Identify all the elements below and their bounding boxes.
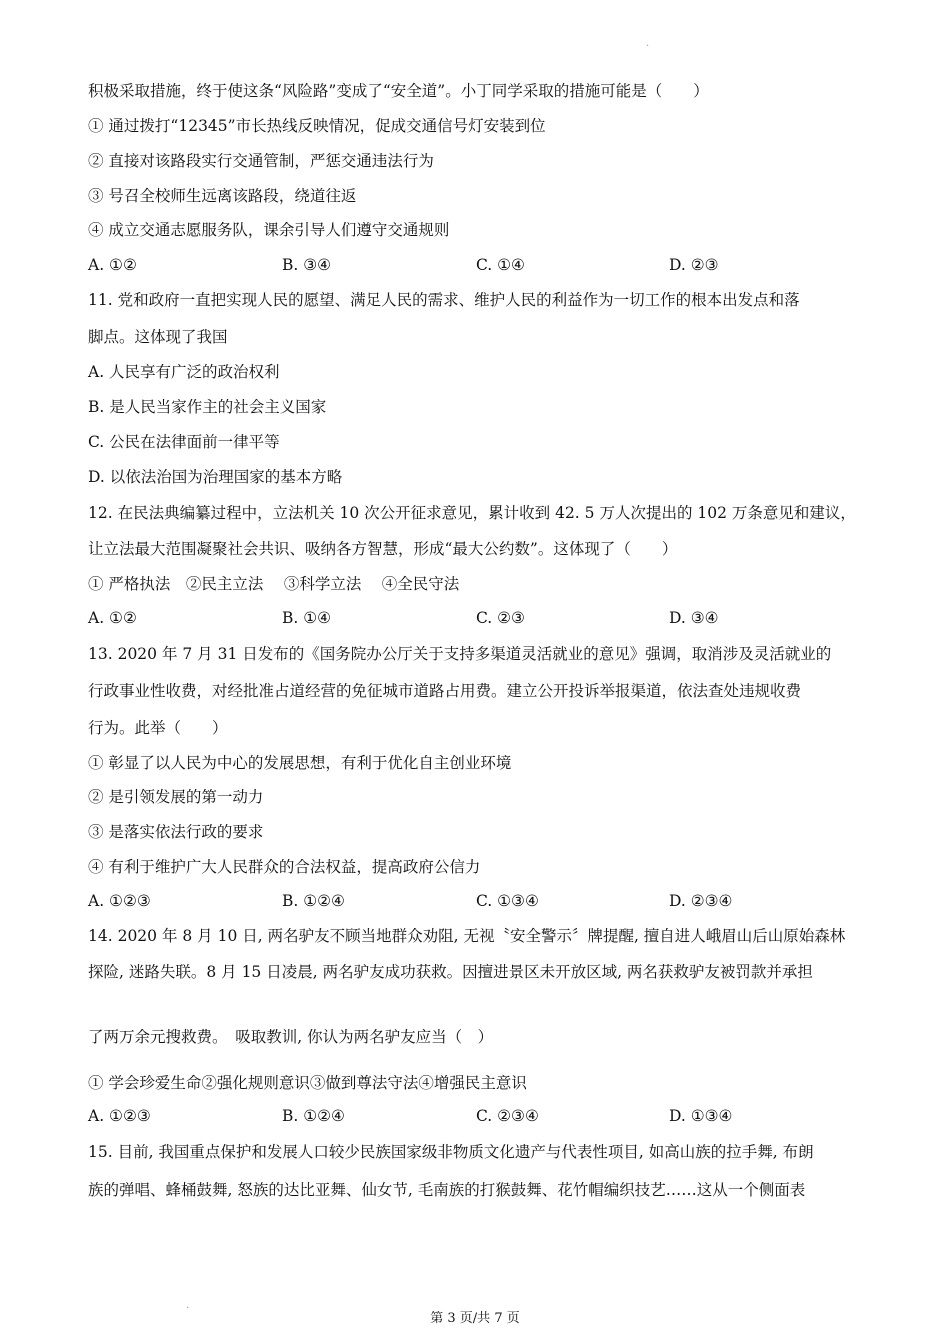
q15-stem: 15. 目前, 我国重点保护和发展人口较少民族国家级非物质文化遗产与代表性项目, 如高山族的拉手舞, 布朗 xyxy=(88,1143,814,1161)
q14-option-a: A. ①②③ xyxy=(88,1107,151,1125)
q13-item-2: ② 是引领发展的第一动力 xyxy=(88,788,264,806)
q13-item-3: ③ 是落实依法行政的要求 xyxy=(88,823,264,841)
q14-option-b: B. ①②④ xyxy=(282,1107,345,1125)
q12-option-b: B. ①④ xyxy=(282,609,332,627)
q13-stem: 13. 2020 年 7 月 31 日发布的《国务院办公厅关于支持多渠道灵活就业的意见》强调，取消涉及灵活就业的 xyxy=(88,645,832,663)
q10-item-1: ① 通过拨打“12345”市长热线反映情况，促成交通信号灯安装到位 xyxy=(88,117,546,135)
q13-stem-cont: 行为。此举（ ） xyxy=(88,719,228,737)
q10-item-3: ③ 号召全校师生远离该路段，绕道往返 xyxy=(88,187,357,205)
page-footer: 第 3 页/共 7 页 xyxy=(430,1311,520,1326)
q10-option-c: C. ①④ xyxy=(476,256,525,274)
q10-option-a: A. ①② xyxy=(88,256,137,274)
q13-option-d: D. ②③④ xyxy=(669,892,733,910)
q11-option-a: A. 人民享有广泛的政治权利 xyxy=(88,363,280,381)
q10-item-4: ④ 成立交通志愿服务队，课余引导人们遵守交通规则 xyxy=(88,221,450,239)
q13-option-c: C. ①③④ xyxy=(476,892,539,910)
q12-items: ① 严格执法 ②民主立法 ③科学立法 ④全民守法 xyxy=(88,575,460,593)
q13-option-b: B. ①②④ xyxy=(282,892,345,910)
q13-item-1: ① 彰显了以人民为中心的发展思想，有利于优化自主创业环境 xyxy=(88,754,512,772)
q13-stem-cont: 行政事业性收费，对经批准占道经营的免征城市道路占用费。建立公开投诉举报渠道，依法查处违规收费 xyxy=(88,682,802,700)
q13-item-4: ④ 有利于维护广大人民群众的合法权益，提高政府公信力 xyxy=(88,858,481,876)
q12-stem-cont: 让立法最大范围凝聚社会共识、吸纳各方智慧，形成“最大公约数”。这体现了（ ） xyxy=(88,540,678,558)
q11-option-c: C. 公民在法律面前一律平等 xyxy=(88,433,280,451)
q11-option-d: D. 以依法治国为治理国家的基本方略 xyxy=(88,468,343,486)
q12-option-d: D. ③④ xyxy=(669,609,719,627)
scan-dot: . xyxy=(646,38,650,49)
q10-option-d: D. ②③ xyxy=(669,256,719,274)
q14-option-d: D. ①③④ xyxy=(669,1107,733,1125)
q11-stem-cont: 脚点。这体现了我国 xyxy=(88,328,228,346)
q14-stem: 14. 2020 年 8 月 10 日, 两名驴友不顾当地群众劝阻, 无视〝安全警示〞牌提醒, 擅自进人峨眉山后山原始森林 xyxy=(88,927,846,945)
q14-option-c: C. ②③④ xyxy=(476,1107,539,1125)
q12-stem: 12. 在民法典编纂过程中，立法机关 10 次公开征求意见，累计收到 42. 5 万人次提出的 102 万条意见和建议， xyxy=(88,504,856,522)
q13-option-a: A. ①②③ xyxy=(88,892,151,910)
q12-option-c: C. ②③ xyxy=(476,609,525,627)
q11-stem: 11. 党和政府一直把实现人民的愿望、满足人民的需求、维护人民的利益作为一切工作的根本出发点和落 xyxy=(88,291,800,309)
q14-stem-cont: 了两万余元搜救费。 吸取教训, 你认为两名驴友应当（ ） xyxy=(88,1028,494,1046)
q12-option-a: A. ①② xyxy=(88,609,137,627)
q15-stem-cont: 族的弹唱、蜂桶鼓舞, 怒族的达比亚舞、仙女节, 毛南族的打猴鼓舞、花竹帽编织技艺……这从一个侧面表 xyxy=(88,1181,806,1199)
q10-stem-end: 积极采取措施，终于使这条“风险路”变成了“安全道”。小丁同学采取的措施可能是（ ） xyxy=(88,82,709,100)
q11-option-b: B. 是人民当家作主的社会主义国家 xyxy=(88,398,327,416)
q14-items: ① 学会珍爱生命②强化规则意识③做到尊法守法④增强民主意识 xyxy=(88,1074,527,1092)
q10-option-b: B. ③④ xyxy=(282,256,332,274)
scan-dot: . xyxy=(186,1300,190,1311)
q14-stem-cont: 探险, 迷路失联。8 月 15 日凌晨, 两名驴友成功获救。因擅进景区未开放区域, 两名获救驴友被罚款并承担 xyxy=(88,963,813,981)
q10-item-2: ② 直接对该路段实行交通管制，严惩交通违法行为 xyxy=(88,152,434,170)
